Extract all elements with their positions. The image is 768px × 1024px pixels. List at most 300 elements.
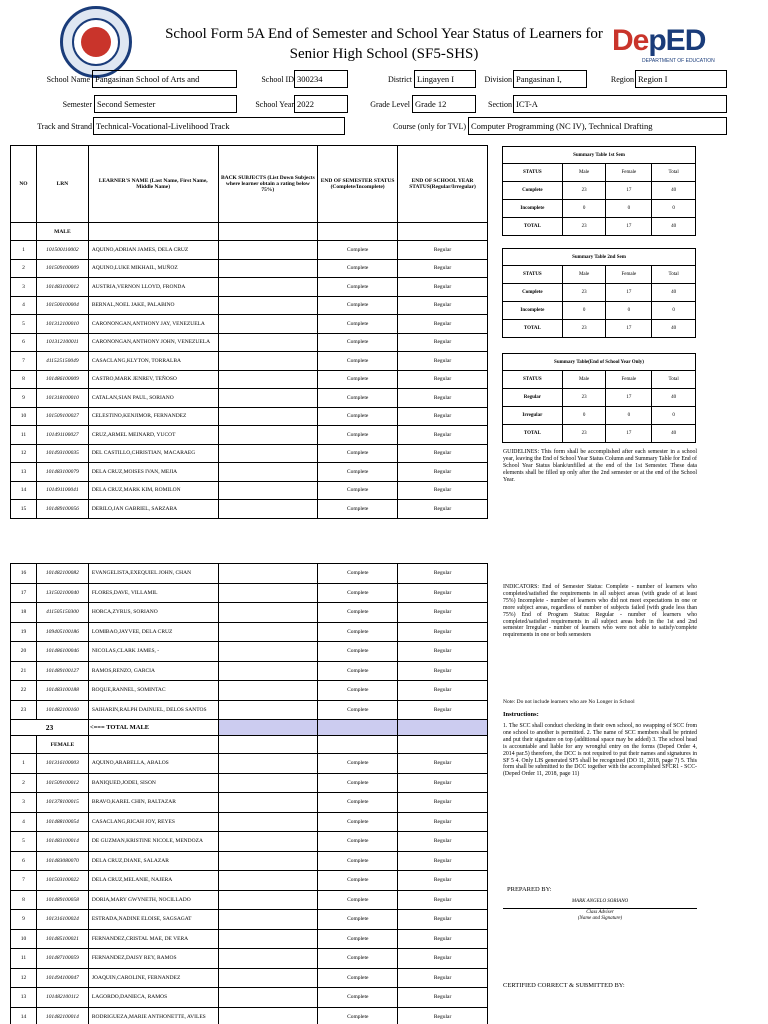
row-sy-status: Regular: [398, 583, 488, 603]
row-sy-status: Regular: [398, 871, 488, 891]
table-row: [11, 812, 488, 832]
row-lrn: 411525150049: [36, 352, 88, 371]
male-section-label: MALE: [36, 223, 88, 241]
row-back-subjects: [218, 681, 318, 701]
row-lrn: 101312100011: [36, 333, 88, 352]
row-sy-status: Regular: [398, 700, 488, 720]
note-text: Note: Do not include learners who are No Longer in School: [503, 699, 635, 705]
row-lrn: 101482100082: [36, 564, 88, 584]
header-lrn: LRN: [36, 146, 88, 223]
row-sy-status: Regular: [398, 426, 488, 445]
row-learner-name: BANIQUED,JODEI, SISON: [88, 773, 218, 793]
school-id-field[interactable]: 300234: [294, 70, 348, 88]
row-sy-status: Regular: [398, 851, 488, 871]
row-back-subjects: [218, 333, 318, 352]
table-row: [11, 370, 488, 389]
row-back-subjects: [218, 352, 318, 371]
row-sem-status: Complete: [318, 370, 398, 389]
row-number: 11: [11, 949, 37, 969]
total-male-label: <=== TOTAL MALE: [88, 720, 218, 736]
row-number: 1: [11, 754, 37, 774]
row-number: 23: [11, 700, 37, 720]
row-lrn: 101316100003: [36, 754, 88, 774]
row-learner-name: AQUINO,LUKE MIKHAIL, MUÑOZ: [88, 259, 218, 278]
row-number: 5: [11, 832, 37, 852]
table-row: [11, 296, 488, 315]
row-number: 4: [11, 296, 37, 315]
row-lrn: 131502100040: [36, 583, 88, 603]
instructions-title: Instructions:: [503, 711, 539, 718]
row-number: 1: [11, 241, 37, 260]
row-sem-status: Complete: [318, 481, 398, 500]
header-name: LEARNER'S NAME (Last Name, First Name, Middle Name): [88, 146, 218, 223]
row-number: 12: [11, 444, 37, 463]
header-no: NO: [11, 146, 37, 223]
row-sy-status: Regular: [398, 463, 488, 482]
row-number: 21: [11, 661, 37, 681]
row-learner-name: AQUINO,ADRIAN JAMES, DELA CRUZ: [88, 241, 218, 260]
row-learner-name: AUSTRIA,VERNON LLOYD, FRONDA: [88, 278, 218, 297]
row-back-subjects: [218, 407, 318, 426]
school-year-field[interactable]: 2022: [294, 95, 348, 113]
row-learner-name: DEL CASTILLO,CHRISTIAN, MACARAEG: [88, 444, 218, 463]
row-sy-status: Regular: [398, 370, 488, 389]
header-back-subjects: BACK SUBJECTS (List Down Subjects where learner obtain a rating below 75%): [218, 146, 318, 223]
prepared-by-label: PREPARED BY:: [507, 886, 552, 893]
row-lrn: 101509100027: [36, 407, 88, 426]
deped-sub: DEPARTMENT OF EDUCATION: [642, 58, 715, 64]
summary2-title: Summary Table 2nd Sem: [503, 249, 696, 266]
table-row: [11, 890, 488, 910]
row-back-subjects: [218, 812, 318, 832]
learners-table-page2: [10, 563, 488, 1024]
division-label: Division: [484, 75, 512, 84]
row-sy-status: Regular: [398, 500, 488, 519]
row-back-subjects: [218, 564, 318, 584]
row-sy-status: Regular: [398, 389, 488, 408]
row-back-subjects: [218, 315, 318, 334]
summary1-title: Summary Table 1st Sem: [503, 147, 696, 164]
form-title-line1: School Form 5A End of Semester and School Year Status of Learners for: [165, 26, 603, 42]
row-lrn: 101483080070: [36, 851, 88, 871]
row-lrn: 101486100046: [36, 642, 88, 662]
row-back-subjects: [218, 500, 318, 519]
row-learner-name: SAIHARIN,RALPH DAINUEL, DELOS SANTOS: [88, 700, 218, 720]
row-lrn: 101378100015: [36, 793, 88, 813]
row-number: 6: [11, 851, 37, 871]
header-sy-status: END OF SCHOOL YEAR STATUS(Regular/Irregular): [398, 146, 488, 223]
row-lrn: 101318100010: [36, 389, 88, 408]
row-learner-name: CARONONGAN,ANTHONY JAY, VENEZUELA: [88, 315, 218, 334]
row-sem-status: Complete: [318, 988, 398, 1008]
table-row: [11, 988, 488, 1008]
table-row: [11, 642, 488, 662]
row-learner-name: FERNANDEZ,CRISTAL MAE, DE VERA: [88, 929, 218, 949]
row-learner-name: CATALAN,SIAN PAUL, SORIANO: [88, 389, 218, 408]
school-id-label: School ID: [261, 75, 294, 84]
table-row: [11, 278, 488, 297]
certified-label: CERTIFIED CORRECT & SUBMITTED BY:: [503, 982, 625, 989]
row-number: 20: [11, 642, 37, 662]
row-sy-status: Regular: [398, 278, 488, 297]
row-sem-status: Complete: [318, 500, 398, 519]
row-sy-status: Regular: [398, 754, 488, 774]
row-back-subjects: [218, 444, 318, 463]
semester-label: Semester: [62, 100, 92, 109]
row-sem-status: Complete: [318, 1007, 398, 1024]
row-sem-status: Complete: [318, 890, 398, 910]
row-sem-status: Complete: [318, 352, 398, 371]
table-row: [11, 929, 488, 949]
row-sy-status: Regular: [398, 407, 488, 426]
header-sem-status: END OF SEMESTER STATUS (Complete/Incomplete): [318, 146, 398, 223]
division-field[interactable]: Pangasinan I,: [513, 70, 587, 88]
table-row: [11, 389, 488, 408]
row-lrn: 101489100127: [36, 661, 88, 681]
row-sem-status: Complete: [318, 681, 398, 701]
row-lrn: 101500110002: [36, 241, 88, 260]
adviser-signature-line: [503, 908, 697, 909]
row-sem-status: Complete: [318, 968, 398, 988]
table-row: [11, 968, 488, 988]
row-learner-name: LAGORDO,DANIECA, RAMOS: [88, 988, 218, 1008]
row-back-subjects: [218, 583, 318, 603]
section-label: Section: [488, 100, 512, 109]
row-sem-status: Complete: [318, 661, 398, 681]
row-back-subjects: [218, 463, 318, 482]
row-lrn: 101509100009: [36, 259, 88, 278]
table-row: [11, 583, 488, 603]
table-row: [11, 793, 488, 813]
row-number: 3: [11, 793, 37, 813]
row-learner-name: CELESTINO,KENJIMOR, FERNANDEZ: [88, 407, 218, 426]
row-sem-status: Complete: [318, 296, 398, 315]
row-learner-name: CASACLANG,RICAH JOY, REYES: [88, 812, 218, 832]
row-sem-status: Complete: [318, 773, 398, 793]
row-number: 4: [11, 812, 37, 832]
female-section-label: FEMALE: [36, 736, 88, 754]
row-number: 6: [11, 333, 37, 352]
row-lrn: 101316100024: [36, 910, 88, 930]
row-lrn: 101509100012: [36, 773, 88, 793]
row-sy-status: Regular: [398, 661, 488, 681]
row-sem-status: Complete: [318, 929, 398, 949]
row-number: 17: [11, 583, 37, 603]
table-row: [11, 851, 488, 871]
row-learner-name: CASTRO,MARK JENREV, TEÑOSO: [88, 370, 218, 389]
row-number: 3: [11, 278, 37, 297]
row-learner-name: ROQUE,RANNEL, SOMINTAC: [88, 681, 218, 701]
table-row: [11, 481, 488, 500]
row-sy-status: Regular: [398, 890, 488, 910]
summary3-title: Summary Table(End of School Year Only): [503, 354, 696, 371]
row-learner-name: FLORES,DAVE, VILLAMIL: [88, 583, 218, 603]
district-label: District: [388, 75, 412, 84]
row-lrn: 101491100041: [36, 481, 88, 500]
row-lrn: 101503100022: [36, 871, 88, 891]
row-lrn: 101493100035: [36, 444, 88, 463]
row-sem-status: Complete: [318, 851, 398, 871]
row-back-subjects: [218, 1007, 318, 1024]
row-number: 7: [11, 352, 37, 371]
table-row: [11, 1007, 488, 1024]
row-number: 9: [11, 389, 37, 408]
row-sem-status: Complete: [318, 564, 398, 584]
row-back-subjects: [218, 988, 318, 1008]
row-back-subjects: [218, 389, 318, 408]
row-sem-status: Complete: [318, 463, 398, 482]
row-sy-status: Regular: [398, 642, 488, 662]
row-sy-status: Regular: [398, 1007, 488, 1024]
row-number: 13: [11, 988, 37, 1008]
row-back-subjects: [218, 871, 318, 891]
row-sy-status: Regular: [398, 259, 488, 278]
row-learner-name: BERNAL,NOEL JAKE, PALABINO: [88, 296, 218, 315]
row-number: 18: [11, 603, 37, 623]
row-number: 13: [11, 463, 37, 482]
row-number: 16: [11, 564, 37, 584]
instructions-text: 1. The SCC shall conduct checking in their own school, no swapping of SCC from one school to another is permitted. 2. The name of SCC members shall be printed and put their signature on top (additional space may be added) 3. The school head is accountable and liable for any wrongful entry on the forms (Deped Order 4, 2014 par.5) therefore, the DCC is not required to put their names and signatures in SF 5 4. Only LIS generated SF5 shall be recognized (DO 11, 2018, page 7) 5. This form shall be submitted to the DCC together with the accomplished SFCR1 - SCC- (Deped Order 11, 2018, page 11): [503, 723, 697, 778]
semester-field[interactable]: Second Semester: [94, 95, 237, 113]
grade-level-field[interactable]: Grade 12: [412, 95, 476, 113]
row-number: 5: [11, 315, 37, 334]
row-learner-name: JOAQUIN,CAROLINE, FERNANDEZ: [88, 968, 218, 988]
row-sem-status: Complete: [318, 832, 398, 852]
adviser-role: Class Adviser (Name and Signature): [577, 910, 623, 921]
row-sy-status: Regular: [398, 988, 488, 1008]
table-row: [11, 259, 488, 278]
table-row: [11, 426, 488, 445]
row-lrn: 109405100186: [36, 622, 88, 642]
row-sy-status: Regular: [398, 296, 488, 315]
table-row: [11, 832, 488, 852]
row-sy-status: Regular: [398, 968, 488, 988]
row-learner-name: DORIA,MARY GWYNETH, NOCILLADO: [88, 890, 218, 910]
form-title-line2: Senior High School (SF5-SHS): [289, 46, 479, 62]
table-row: [11, 871, 488, 891]
row-lrn: 101494100047: [36, 968, 88, 988]
total-male-count: 23: [11, 720, 89, 736]
row-back-subjects: [218, 793, 318, 813]
row-back-subjects: [218, 481, 318, 500]
row-back-subjects: [218, 370, 318, 389]
row-number: 8: [11, 890, 37, 910]
table-row: [11, 352, 488, 371]
row-lrn: 101489100056: [36, 500, 88, 519]
school-name-label: School Name: [46, 75, 90, 84]
row-learner-name: DE GUZMAN,KRISTINE NICOLE, MENDOZA: [88, 832, 218, 852]
summary-table-1st-sem: Summary Table 1st Sem STATUS Male Female Total Complete 23 17 40 Incomplete 0 0 0 TOTAL 23 17 40: [502, 146, 696, 236]
row-sy-status: Regular: [398, 333, 488, 352]
learners-table-page1: [10, 145, 488, 519]
row-sem-status: Complete: [318, 910, 398, 930]
row-sem-status: Complete: [318, 793, 398, 813]
row-learner-name: HORCA,ZYRUS, SORIANO: [88, 603, 218, 623]
guidelines-text: GUIDELINES: This form shall be accomplished after each semester in a school year, leaving the End of School Year Status Column and Summary Table for End of School Year Status blank/unfilled at the end of the 1st Semester. These data elements shall be filled up only after the 2nd semester or at the end of the School Year.: [503, 449, 697, 483]
row-lrn: 101482100014: [36, 1007, 88, 1024]
row-learner-name: NICOLAS,CLARK JAMES, -: [88, 642, 218, 662]
row-back-subjects: [218, 832, 318, 852]
row-number: 19: [11, 622, 37, 642]
row-learner-name: DERILO,JAN GABRIEL, SARZABA: [88, 500, 218, 519]
row-back-subjects: [218, 890, 318, 910]
summary-table-2nd-sem: Summary Table 2nd Sem STATUS Male Female Total Complete 23 17 40 Incomplete 0 0 0 TOTAL 23 17 40: [502, 248, 696, 338]
district-field[interactable]: Lingayen I: [414, 70, 476, 88]
row-sem-status: Complete: [318, 700, 398, 720]
row-lrn: 101483100079: [36, 463, 88, 482]
row-learner-name: AQUINO,ARABELLA, ABALOS: [88, 754, 218, 774]
row-lrn: 101485100021: [36, 929, 88, 949]
row-sy-status: Regular: [398, 773, 488, 793]
table-row: [11, 407, 488, 426]
row-learner-name: LOMIBAO,JAYVEE, DELA CRUZ: [88, 622, 218, 642]
row-sy-status: Regular: [398, 793, 488, 813]
adviser-name: MARK ANGELO SORIANO: [571, 899, 629, 904]
row-back-subjects: [218, 929, 318, 949]
row-number: 8: [11, 370, 37, 389]
row-sy-status: Regular: [398, 832, 488, 852]
row-sem-status: Complete: [318, 622, 398, 642]
table-row: [11, 241, 488, 260]
section-field[interactable]: ICT-A: [513, 95, 727, 113]
row-lrn: 411505150300: [36, 603, 88, 623]
row-sy-status: Regular: [398, 352, 488, 371]
row-number: 11: [11, 426, 37, 445]
row-back-subjects: [218, 603, 318, 623]
row-sem-status: Complete: [318, 754, 398, 774]
row-back-subjects: [218, 622, 318, 642]
row-sy-status: Regular: [398, 622, 488, 642]
row-number: 22: [11, 681, 37, 701]
row-learner-name: DELA CRUZ,MOISES IVAN, MEJIA: [88, 463, 218, 482]
row-learner-name: DELA CRUZ,MELANIE, NAJERA: [88, 871, 218, 891]
indicators-text: INDICATORS: End of Semester Status: Complete - number of learners who completed/satisfied the requirements in all subject areas (with grade of at least 75%) Incomplete - number of learners who did not meet expectations in one or more subject areas, regardless of number of subjects failed (with grade less than 75%) End of Program Status: Regular - number of learners who completed/satisfied requirements in all subject areas both in the 1st and 2nd semester Irregular - number of learners who were not able to satisfy/complete requirements in one or both semesters: [503, 584, 697, 639]
row-learner-name: DELA CRUZ,MARK KIM, ROMILON: [88, 481, 218, 500]
row-sy-status: Regular: [398, 681, 488, 701]
row-sy-status: Regular: [398, 603, 488, 623]
row-sem-status: Complete: [318, 642, 398, 662]
course-label: Course (only for TVL): [393, 122, 466, 131]
row-sy-status: Regular: [398, 910, 488, 930]
row-number: 2: [11, 259, 37, 278]
row-lrn: 101491100027: [36, 426, 88, 445]
region-field[interactable]: Region I: [635, 70, 727, 88]
row-sy-status: Regular: [398, 564, 488, 584]
row-number: 15: [11, 500, 37, 519]
region-label: Region: [610, 75, 634, 84]
row-sy-status: Regular: [398, 241, 488, 260]
table-row: [11, 463, 488, 482]
row-learner-name: RODRIGUEZA,MARIE ANTHONETTE, AVILES: [88, 1007, 218, 1024]
table-row: [11, 700, 488, 720]
table-row: [11, 754, 488, 774]
row-back-subjects: [218, 773, 318, 793]
table-row: [11, 622, 488, 642]
row-back-subjects: [218, 241, 318, 260]
row-learner-name: CASACLANG,KLYTON, TORRALBA: [88, 352, 218, 371]
row-back-subjects: [218, 754, 318, 774]
school-name-field[interactable]: Pangasinan School of Arts and: [92, 70, 237, 88]
row-sy-status: Regular: [398, 481, 488, 500]
row-sem-status: Complete: [318, 603, 398, 623]
row-number: 12: [11, 968, 37, 988]
row-lrn: 101483100012: [36, 278, 88, 297]
row-lrn: 101488100054: [36, 812, 88, 832]
row-lrn: 101312100010: [36, 315, 88, 334]
row-number: 10: [11, 929, 37, 949]
row-sem-status: Complete: [318, 583, 398, 603]
table-row: [11, 910, 488, 930]
row-back-subjects: [218, 296, 318, 315]
row-back-subjects: [218, 259, 318, 278]
row-learner-name: DELA CRUZ,DIANE, SALAZAR: [88, 851, 218, 871]
row-back-subjects: [218, 642, 318, 662]
row-back-subjects: [218, 661, 318, 681]
row-learner-name: CRUZ,ARMEL MEINARD, YUCOT: [88, 426, 218, 445]
course-field[interactable]: Computer Programming (NC IV), Technical Drafting: [468, 117, 727, 135]
row-lrn: 101500100004: [36, 296, 88, 315]
row-sem-status: Complete: [318, 389, 398, 408]
row-lrn: 101487100059: [36, 949, 88, 969]
row-sem-status: Complete: [318, 259, 398, 278]
table-row: [11, 500, 488, 519]
table-row: [11, 773, 488, 793]
row-lrn: 101483100188: [36, 681, 88, 701]
row-lrn: 101482100160: [36, 700, 88, 720]
table-row: [11, 315, 488, 334]
table-row: [11, 681, 488, 701]
row-sem-status: Complete: [318, 426, 398, 445]
row-sem-status: Complete: [318, 871, 398, 891]
row-sy-status: Regular: [398, 812, 488, 832]
table-row: [11, 564, 488, 584]
school-year-label: School Year: [255, 100, 294, 109]
row-sy-status: Regular: [398, 444, 488, 463]
row-lrn: 101489100058: [36, 890, 88, 910]
row-number: 10: [11, 407, 37, 426]
row-back-subjects: [218, 700, 318, 720]
row-sem-status: Complete: [318, 315, 398, 334]
grade-level-label: Grade Level: [370, 100, 410, 109]
row-learner-name: FERNANDEZ,DAISY REY, RAMOS: [88, 949, 218, 969]
row-learner-name: EVANGELISTA,EXEQUIEL JOHN, CHAN: [88, 564, 218, 584]
deped-logo: DepED DEPARTMENT OF EDUCATION: [612, 24, 715, 64]
row-back-subjects: [218, 851, 318, 871]
row-back-subjects: [218, 910, 318, 930]
row-back-subjects: [218, 426, 318, 445]
row-number: 14: [11, 1007, 37, 1024]
row-back-subjects: [218, 968, 318, 988]
row-learner-name: BRAVO,KAREL CHIN, BALTAZAR: [88, 793, 218, 813]
row-number: 14: [11, 481, 37, 500]
row-lrn: 101482100112: [36, 988, 88, 1008]
row-sy-status: Regular: [398, 315, 488, 334]
row-lrn: 101486100009: [36, 370, 88, 389]
row-sy-status: Regular: [398, 929, 488, 949]
row-number: 7: [11, 871, 37, 891]
row-learner-name: ESTRADA,NADINE ELOISE, SAGSAGAT: [88, 910, 218, 930]
row-sy-status: Regular: [398, 949, 488, 969]
row-sem-status: Complete: [318, 444, 398, 463]
row-back-subjects: [218, 949, 318, 969]
track-field[interactable]: Technical-Vocational-Livelihood Track: [93, 117, 345, 135]
table-row: [11, 661, 488, 681]
row-learner-name: RAMOS,RENZO, GARCIA: [88, 661, 218, 681]
table-row: [11, 333, 488, 352]
row-learner-name: CARONONGAN,ANTHONY JOHN, VENEZUELA: [88, 333, 218, 352]
table-row: [11, 444, 488, 463]
track-label: Track and Strand: [37, 122, 92, 131]
